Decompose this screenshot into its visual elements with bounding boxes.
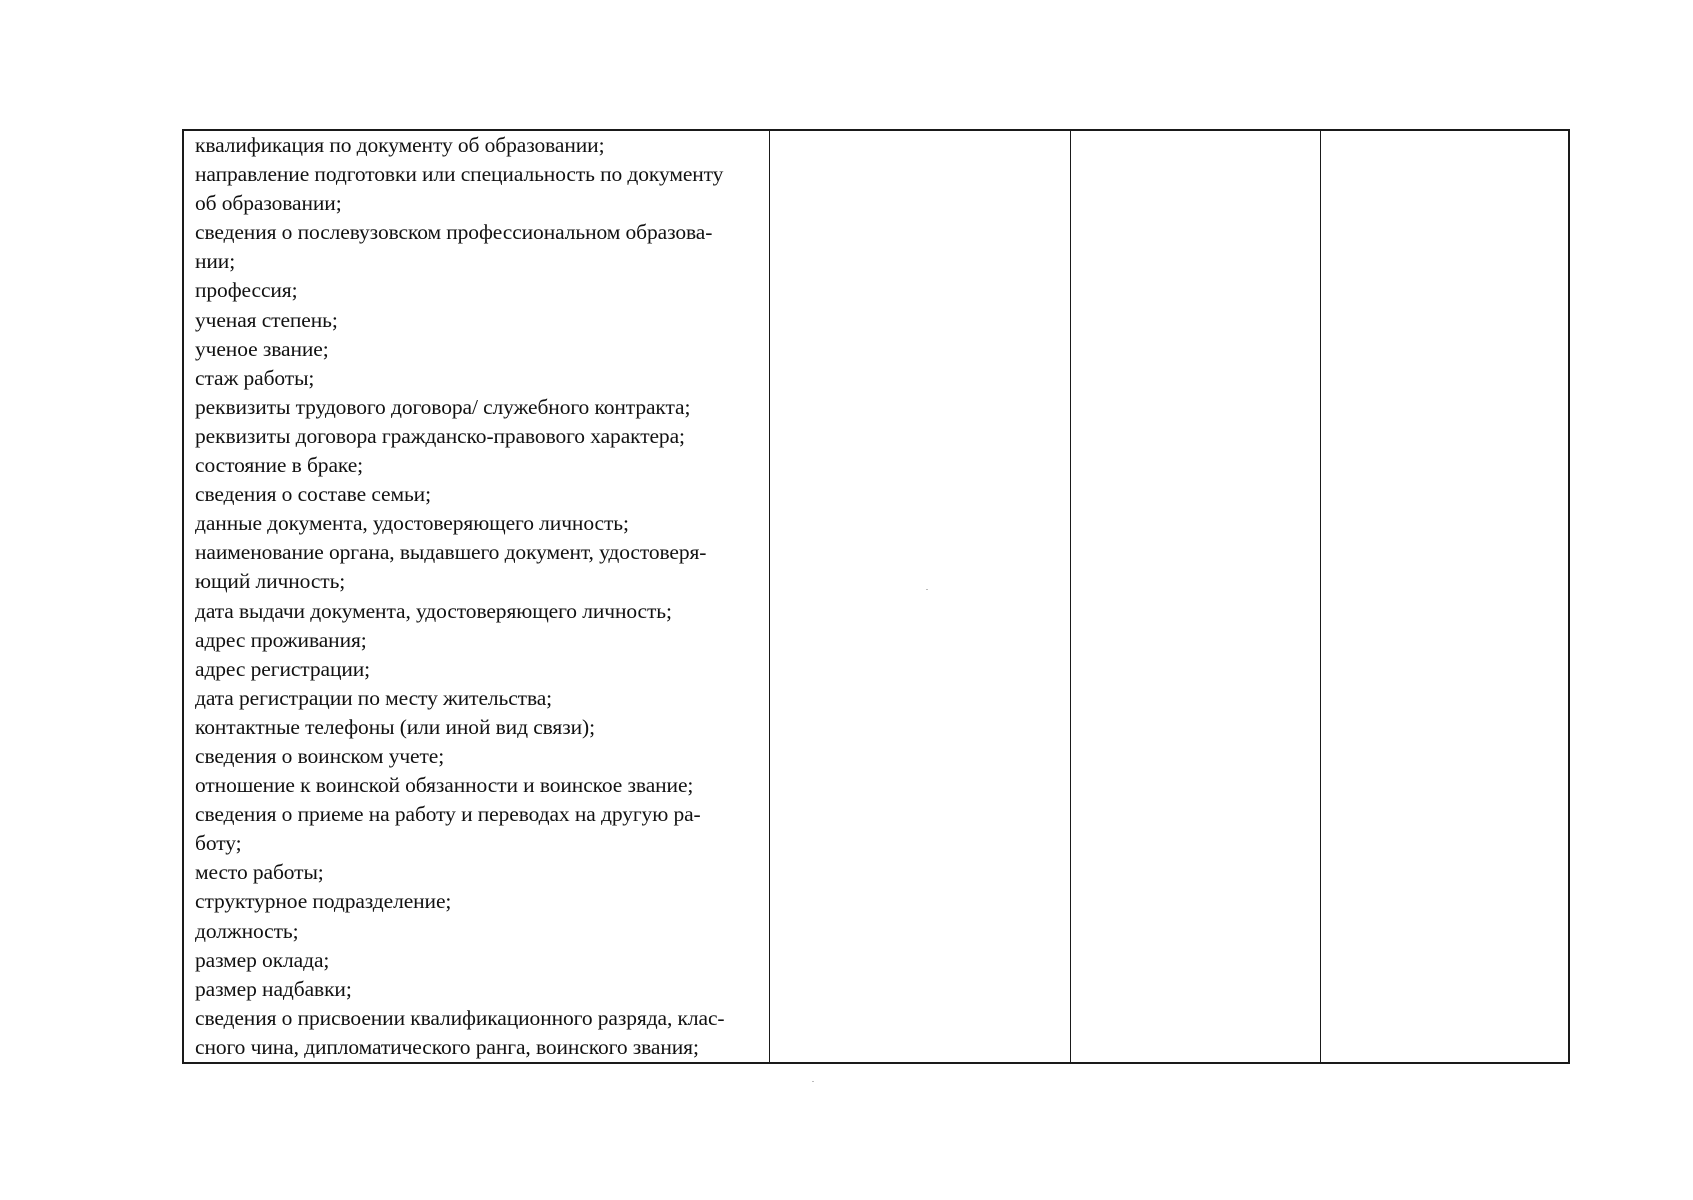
list-line: ученое звание; [195,336,329,361]
list-line: структурное подразделение; [195,889,452,914]
list-line: сного чина, дипломатического ранга, воинского звания; [195,1034,699,1059]
data-table [182,129,1570,1064]
list-line: нии; [195,249,236,274]
list-line: сведения о послевузовском профессиональном образова- [195,220,713,245]
list-line: сведения о воинском учете; [195,743,445,768]
list-line: место работы; [195,860,324,885]
list-line: стаж работы; [195,365,315,390]
list-line: сведения о присвоении квалификационного разряда, клас- [195,1005,725,1030]
table-cell-empty [1070,130,1320,1063]
list-line: сведения о приеме на работу и переводах на другую ра- [195,802,701,827]
list-line: сведения о составе семьи; [195,482,431,507]
table-cell-empty [769,130,1070,1063]
list-line: ющий личность; [195,569,346,594]
list-line: контактные телефоны (или иной вид связи); [195,714,595,739]
table-cell-empty [1320,130,1569,1063]
list-line: ученая степень; [195,307,338,332]
list-line: размер оклада; [195,947,330,972]
list-line: профессия; [195,278,298,303]
list-line: данные документа, удостоверяющего личность; [195,511,629,536]
list-line: боту; [195,831,242,856]
list-line: адрес проживания; [195,627,367,652]
list-line: об образовании; [195,191,342,216]
table-cell-data-list [183,130,769,1063]
scan-speck [926,589,928,590]
list-line: должность; [195,918,299,943]
list-line: квалификация по документу об образовании; [195,133,605,157]
list-line: состояние в браке; [195,453,364,478]
list-line: реквизиты договора гражданско-правового характера; [195,423,685,448]
table-row [183,130,1569,1063]
list-line: дата выдачи документа, удостоверяющего личность; [195,598,672,623]
list-line: адрес регистрации; [195,656,371,681]
list-line: направление подготовки или специальность по документу [195,162,724,187]
list-line: размер надбавки; [195,976,352,1001]
list-line: наименование органа, выдавшего документ, удостоверя- [195,540,707,565]
list-line: реквизиты трудового договора/ служебного контракта; [195,394,691,419]
list-line: дата регистрации по месту жительства; [195,685,553,710]
list-line: отношение к воинской обязанности и воинское звание; [195,773,694,798]
scan-speck [812,1081,814,1082]
